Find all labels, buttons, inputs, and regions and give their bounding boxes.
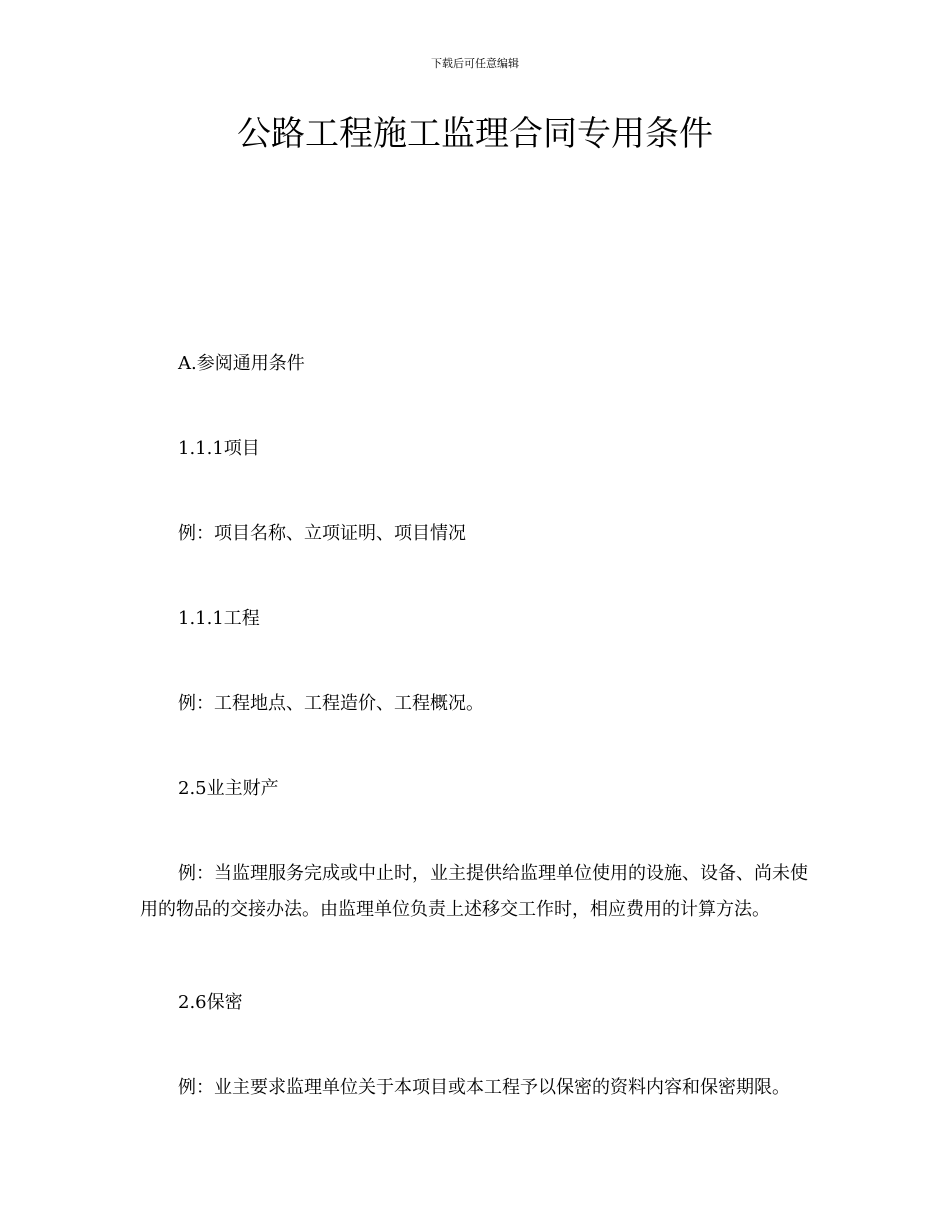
paragraph-text: A.参阅通用条件	[178, 353, 305, 374]
paragraph-text: 2.6保密	[178, 992, 243, 1013]
paragraph-text: 例：业主要求监理单位关于本项目或本工程予以保密的资料内容和保密期限。	[178, 1077, 790, 1098]
clause-heading	[140, 985, 816, 1021]
paragraph-text: 1.1.1工程	[178, 608, 260, 629]
clause-heading	[140, 601, 816, 637]
header-note: 下载后可任意编辑	[431, 57, 519, 70]
clause-example	[140, 686, 816, 722]
section-heading	[140, 346, 816, 382]
clause-example	[140, 1070, 816, 1106]
clause-heading	[140, 771, 816, 807]
paragraph-text: 例：工程地点、工程造价、工程概况。	[178, 693, 484, 714]
paragraph-text: 2.5业主财产	[178, 778, 279, 799]
clause-example	[140, 516, 816, 552]
document-title: 公路工程施工监理合同专用条件	[237, 114, 713, 154]
paragraph-text: 例：项目名称、立项证明、项目情况	[178, 523, 466, 544]
paragraph-text: 1.1.1项目	[178, 438, 260, 459]
clause-example	[140, 856, 816, 928]
clause-heading	[140, 431, 816, 467]
paragraph-text: 例：当监理服务完成或中止时，业主提供给监理单位使用的设施、设备、尚未使用的物品的交接办法。由监理单位负责上述移交工作时，相应费用的计算方法。	[140, 863, 808, 920]
